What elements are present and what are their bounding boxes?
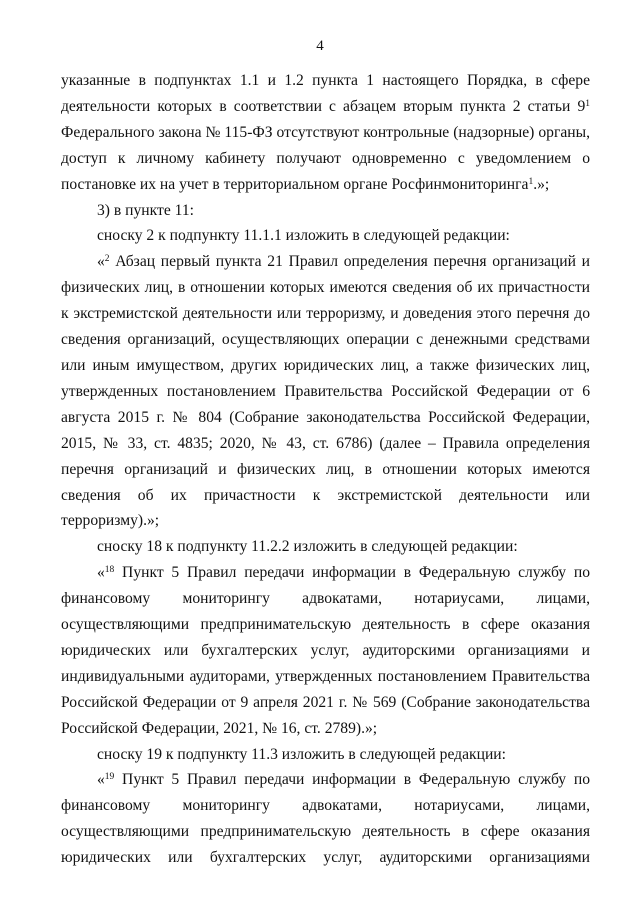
footnote-ref: 18 <box>104 565 115 576</box>
paragraph-text: Абзац первый пункта 21 Правил определения перечня организаций и физических лиц, в отношении которых имеются сведения об их причастности к экстремистской деятельности или терроризму, и доведения этого перечня до сведения организаций, осуществляющих операции с денежными средствами или иным имуществом, других юридических лиц, а также физических лиц, утвержденных постановлением Правительства Российской Федерации от 6 августа 2015 г. № 804 (Собрание законодательства Российской Федерации, 2015, № 33, ст. 4835; 2020, № 43, ст. 6786) (далее – Правила определения перечня организаций и физических лиц, в отношении которых имеются сведения об их причастности к экстремистской деятельности или терроризму).»; <box>61 253 590 530</box>
paragraph-footnote-19-instruction <box>61 742 590 768</box>
paragraph-text: указанные в подпунктах 1.1 и 1.2 пункта 1 настоящего Порядка, в сфере деятельности которых в соответствии с абзацем вторым пункта 2 статьи 9 <box>61 72 590 115</box>
footnote-ref: 2 <box>104 254 110 265</box>
quote-mark: « <box>97 253 105 271</box>
paragraph-footnote-2-text <box>61 249 590 534</box>
paragraph-text: сноску 2 к подпункту 11.1.1 изложить в следующей редакции: <box>97 227 510 245</box>
paragraph-text: 3) в пункте 11: <box>97 201 194 219</box>
footnote-ref: 19 <box>104 772 115 783</box>
footnote-ref: 1 <box>585 98 590 109</box>
quote-mark: « <box>97 771 105 789</box>
quote-mark: « <box>97 564 105 582</box>
paragraph-text: сноску 18 к подпункту 11.2.2 изложить в следующей редакции: <box>97 538 518 556</box>
footnote-ref: 1 <box>528 176 534 187</box>
paragraph-text: сноску 19 к подпункту 11.3 изложить в следующей редакции: <box>97 745 506 763</box>
paragraph-continuation <box>61 68 590 198</box>
paragraph-text: Пункт 5 Правил передачи информации в Федеральную службу по финансовому мониторингу адвокатами, нотариусами, лицами, осуществляющими предпринимательскую деятельность в сфере оказания юридических или бухгалтерских услуг, аудиторскими организациями <box>61 771 590 867</box>
paragraph-text: .»; <box>533 175 550 193</box>
paragraph-footnote-18-text <box>61 560 590 741</box>
paragraph-item-3 <box>61 198 590 224</box>
paragraph-footnote-19-text <box>61 767 590 871</box>
paragraph-footnote-18-instruction <box>61 534 590 560</box>
paragraph-text: Федерального закона № 115-ФЗ отсутствуют контрольные (надзорные) органы, доступ к личному кабинету получают одновременно с уведомлением о постановке их на учет в территориальном органе Росфинмониторинга <box>61 123 590 193</box>
paragraph-footnote-2-instruction <box>61 223 590 249</box>
document-body <box>61 68 590 871</box>
paragraph-text: Пункт 5 Правил передачи информации в Федеральную службу по финансовому мониторингу адвокатами, нотариусами, лицами, осуществляющими предпринимательскую деятельность в сфере оказания юридических или бухгалтерских услуг, аудиторскими организациями и индивидуальными аудиторами, утвержденных постановлением Правительства Российской Федерации от 9 апреля 2021 г. № 569 (Собрание законодательства Российской Федерации, 2021, № 16, ст. 2789).»; <box>61 564 590 737</box>
page-number: 4 <box>316 38 324 54</box>
